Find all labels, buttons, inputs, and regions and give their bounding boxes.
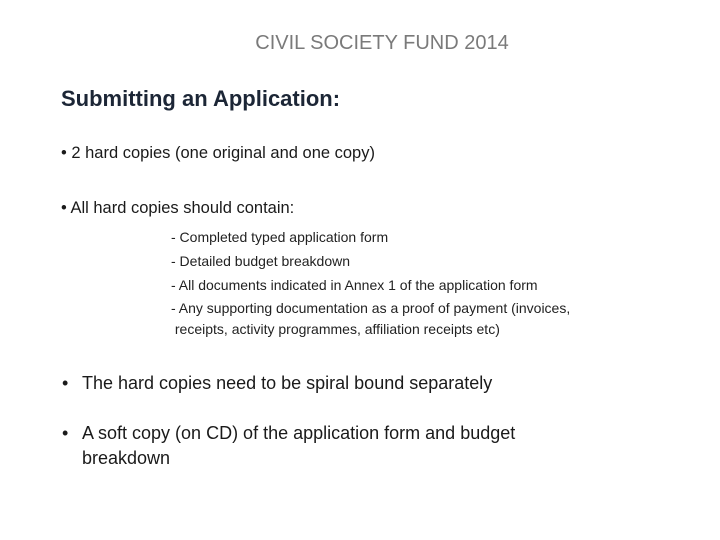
bullet-soft-copy: [62, 423, 515, 444]
slide-title: CIVIL SOCIETY FUND 2014: [255, 32, 509, 54]
bullet-text: The hard copies need to be spiral bound separately: [82, 373, 493, 393]
sub-item-annex-documents: - All documents indicated in Annex 1 of the application form: [171, 277, 538, 293]
bullet-icon: •: [62, 373, 69, 393]
section-heading: Submitting an Application:: [61, 86, 341, 111]
bullet-spiral-bound: [62, 373, 492, 394]
bullet-hard-copies: • 2 hard copies (one original and one copy): [61, 144, 375, 162]
sub-item-supporting-docs: - Any supporting documentation as a proof of payment (invoices,: [171, 300, 571, 316]
bullet-text: A soft copy (on CD) of the application form and budget: [82, 423, 516, 443]
sub-item-budget: - Detailed budget breakdown: [171, 253, 351, 269]
sub-item-supporting-docs-cont: receipts, activity programmes, affiliation receipts etc): [171, 321, 500, 337]
bullet-icon: •: [62, 423, 69, 443]
sub-item-application-form: - Completed typed application form: [171, 229, 389, 245]
bullet-contents: • All hard copies should contain:: [61, 199, 295, 217]
bullet-soft-copy-cont: breakdown: [82, 448, 171, 468]
